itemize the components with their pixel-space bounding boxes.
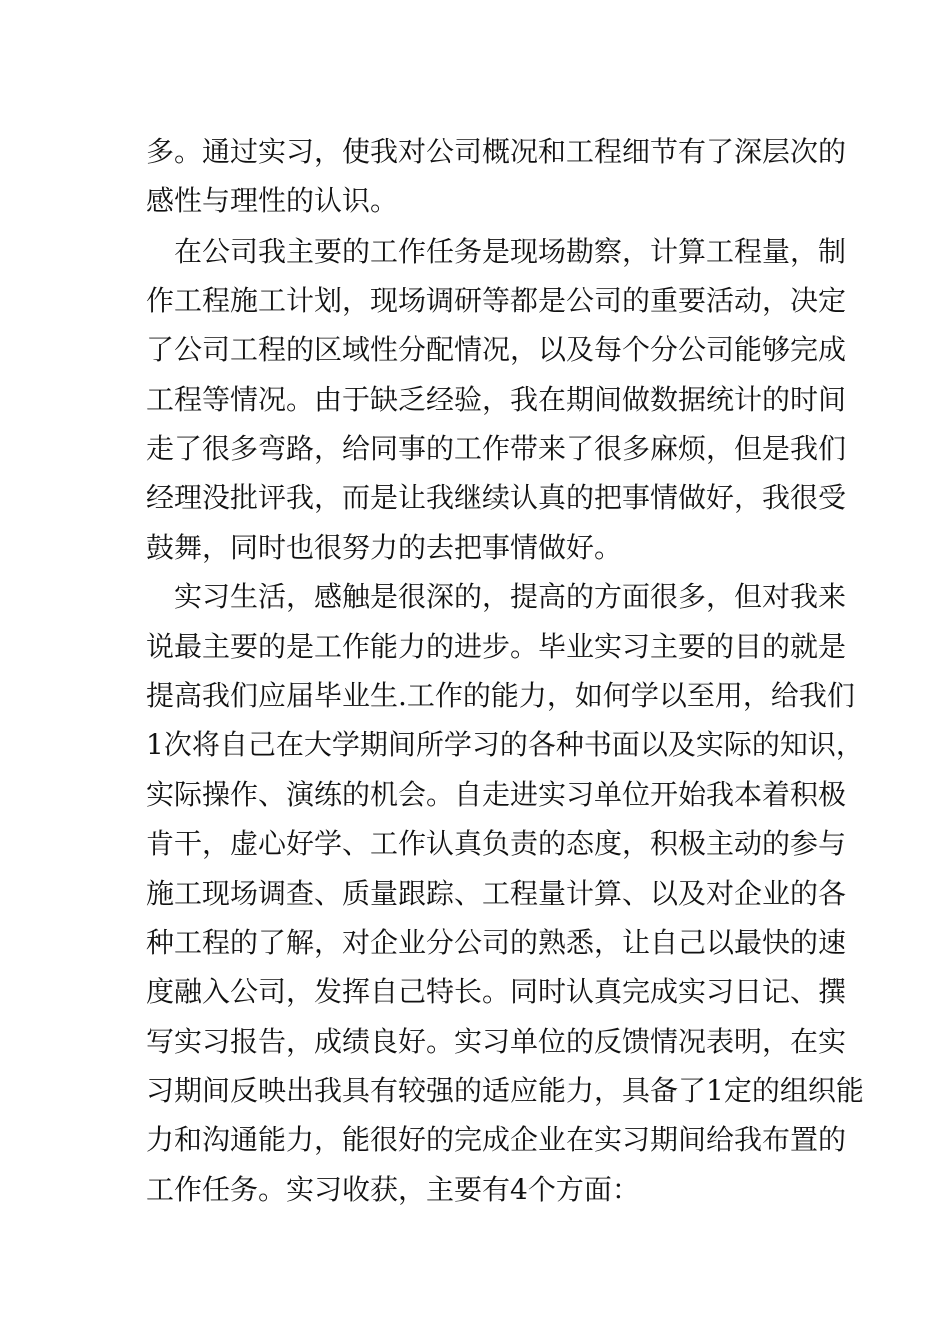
paragraph-line: 感性与理性的认识。	[146, 184, 399, 217]
paragraph-line: 提高我们应届毕业生.工作的能力，如何学以至用，给我们	[146, 679, 855, 712]
paragraph-line: 作工程施工计划，现场调研等都是公司的重要活动，决定	[146, 284, 847, 317]
paragraph-line: 说最主要的是工作能力的进步。毕业实习主要的目的就是	[146, 630, 847, 663]
paragraph-line: 1次将自己在大学期间所学习的各种书面以及实际的知识，	[146, 728, 864, 761]
paragraph-line: 写实习报告，成绩良好。实习单位的反馈情况表明，在实	[146, 1025, 847, 1058]
paragraph-line: 在公司我主要的工作任务是现场勘察，计算工程量，制	[174, 235, 847, 268]
paragraph-line: 走了很多弯路，给同事的工作带来了很多麻烦，但是我们	[146, 432, 847, 465]
paragraph-line: 施工现场调查、质量跟踪、工程量计算、以及对企业的各	[146, 877, 847, 910]
paragraph-line: 实际操作、演练的机会。自走进实习单位开始我本着积极	[146, 778, 847, 811]
paragraph-line: 工程等情况。由于缺乏经验，我在期间做数据统计的时间	[146, 383, 847, 416]
paragraph-line: 鼓舞，同时也很努力的去把事情做好。	[146, 531, 623, 564]
paragraph-line: 经理没批评我，而是让我继续认真的把事情做好，我很受	[146, 481, 847, 514]
paragraph-line: 力和沟通能力，能很好的完成企业在实习期间给我布置的	[146, 1123, 847, 1156]
paragraph-line: 度融入公司，发挥自己特长。同时认真完成实习日记、撰	[146, 975, 847, 1008]
paragraph-line: 习期间反映出我具有较强的适应能力，具备了1定的组织能	[146, 1074, 864, 1107]
paragraph-line: 实习生活，感触是很深的，提高的方面很多，但对我来	[174, 580, 847, 613]
paragraph-line: 工作任务。实习收获，主要有4个方面：	[146, 1173, 640, 1206]
paragraph-line: 肯干，虚心好学、工作认真负责的态度，积极主动的参与	[146, 827, 847, 860]
paragraph-line: 种工程的了解，对企业分公司的熟悉，让自己以最快的速	[146, 926, 847, 959]
paragraph-line: 了公司工程的区域性分配情况，以及每个分公司能够完成	[146, 333, 847, 366]
paragraph-line: 多。通过实习，使我对公司概况和工程细节有了深层次的	[146, 135, 847, 168]
